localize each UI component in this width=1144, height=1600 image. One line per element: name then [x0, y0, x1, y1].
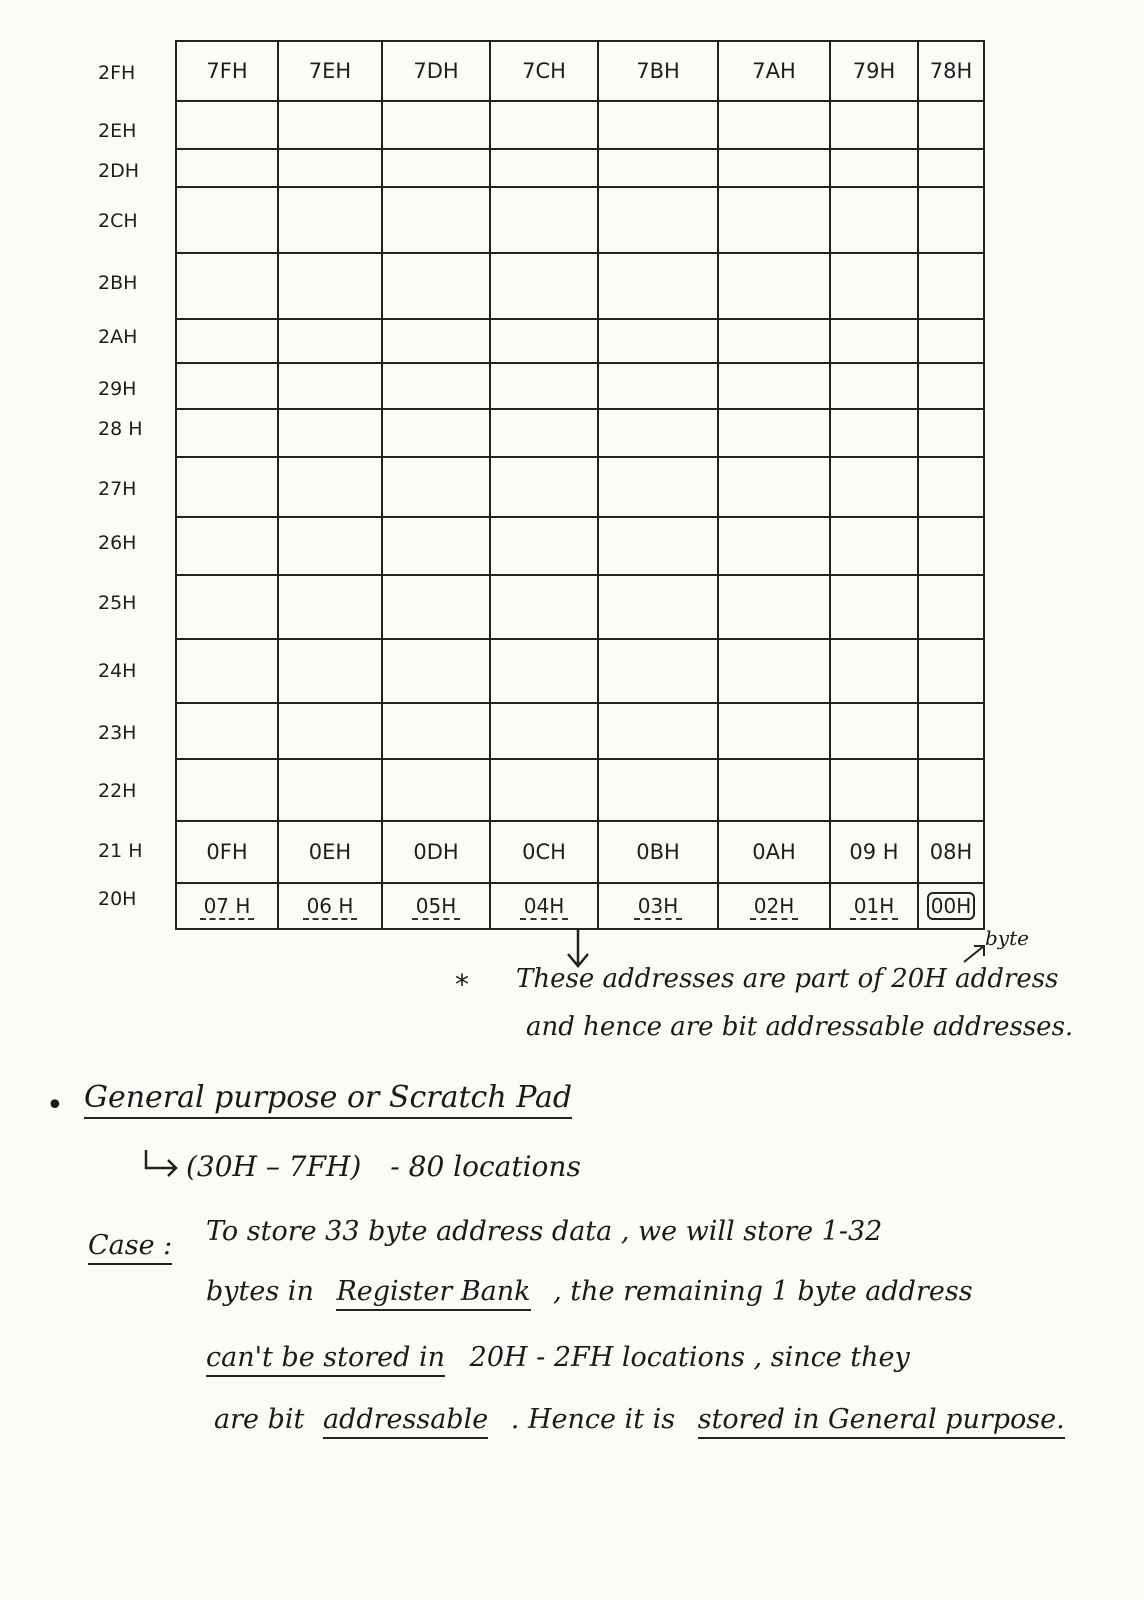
case-line-2b: Register Bank — [336, 1276, 530, 1311]
grid-row-22h — [176, 759, 984, 821]
row-label-24h: 24H — [98, 660, 137, 682]
grid-row-20h — [176, 883, 984, 929]
row-label-2eh: 2EH — [98, 120, 137, 142]
grid-row-27h — [176, 457, 984, 517]
grid-row-29h — [176, 363, 984, 409]
grid-row-2ch — [176, 187, 984, 253]
case-line-4b: addressable — [323, 1404, 488, 1439]
grid-row-24h — [176, 639, 984, 703]
bit-cell — [490, 883, 598, 929]
case-line-4d: stored in General purpose. — [698, 1404, 1065, 1439]
row-label-26h: 26H — [98, 532, 137, 554]
bit-cell-label: 02H — [750, 894, 799, 920]
byte-label: byte — [985, 926, 1029, 950]
row-label-2ah: 2AH — [98, 326, 138, 348]
case-line-2a: bytes in — [206, 1276, 314, 1307]
bit-cell — [718, 883, 830, 929]
grid-row-2fh — [176, 41, 984, 101]
grid-row-2eh — [176, 101, 984, 149]
row-label-25h: 25H — [98, 592, 137, 614]
grid-row-2bh — [176, 253, 984, 319]
bit-cell: 09 H — [830, 821, 918, 883]
bit-cell — [382, 883, 490, 929]
bit-cell — [278, 883, 382, 929]
row-label-29h: 29H — [98, 378, 137, 400]
grid-row-26h — [176, 517, 984, 575]
star-mark: * — [455, 968, 469, 1001]
row-label-23h: 23H — [98, 722, 137, 744]
bullet: • — [46, 1088, 64, 1123]
bit-cell: 78H — [918, 41, 984, 101]
row-label-27h: 27H — [98, 478, 137, 500]
case-line-3b: 20H - 2FH locations , since they — [469, 1342, 910, 1373]
bit-cell — [918, 883, 984, 929]
grid-row-2ah — [176, 319, 984, 363]
row-label-22h: 22H — [98, 780, 137, 802]
bit-cell: 7FH — [176, 41, 278, 101]
case-line-4a: are bit — [214, 1404, 305, 1435]
row-label-20h: 20H — [98, 888, 137, 910]
case-line-4c: . Hence it is — [510, 1404, 676, 1435]
row-label-21h: 21 H — [98, 840, 143, 862]
bit-cell: 08H — [918, 821, 984, 883]
row-label-2dh: 2DH — [98, 160, 140, 182]
row-label-2ch: 2CH — [98, 210, 138, 232]
bit-cell — [176, 883, 278, 929]
bit-cell: 7BH — [598, 41, 718, 101]
row-label-2fh: 2FH — [98, 62, 136, 84]
bit-cell: 0CH — [490, 821, 598, 883]
bit-cell: 0AH — [718, 821, 830, 883]
row-label-28h: 28 H — [98, 418, 143, 440]
bit-cell: 0FH — [176, 821, 278, 883]
bit-cell: 0BH — [598, 821, 718, 883]
case-label: Case : — [88, 1230, 172, 1265]
range-text: (30H – 7FH) — [186, 1150, 362, 1183]
bit-cell: 0DH — [382, 821, 490, 883]
bit-cell-label: 00H — [927, 892, 976, 920]
bit-cell-label: 05H — [412, 894, 461, 920]
bit-cell — [598, 883, 718, 929]
grid-row-23h — [176, 703, 984, 759]
bit-cell: 7CH — [490, 41, 598, 101]
bit-cell-label: 03H — [634, 894, 683, 920]
grid-row-2dh — [176, 149, 984, 187]
bit-cell: 7EH — [278, 41, 382, 101]
section-heading: General purpose or Scratch Pad — [84, 1080, 572, 1119]
range-suffix: - 80 locations — [390, 1150, 581, 1183]
bit-cell: 0EH — [278, 821, 382, 883]
bit-cell: 79H — [830, 41, 918, 101]
bit-cell-label: 01H — [850, 894, 899, 920]
case-line-3a: can't be stored in — [206, 1342, 445, 1377]
annotation-line-1: These addresses are part of 20H address — [516, 964, 1059, 994]
grid-row-28h — [176, 409, 984, 457]
case-line-1: To store 33 byte address data , we will store 1-32 — [206, 1216, 883, 1247]
row-label-2bh: 2BH — [98, 272, 138, 294]
bit-cell: 7DH — [382, 41, 490, 101]
bit-cell — [830, 883, 918, 929]
bit-cell: 7AH — [718, 41, 830, 101]
bit-cell-label: 07 H — [200, 894, 255, 920]
bit-address-grid — [175, 40, 985, 930]
return-arrow-icon — [140, 1146, 184, 1180]
bit-cell-label: 04H — [520, 894, 569, 920]
grid-row-25h — [176, 575, 984, 639]
bit-cell-label: 06 H — [303, 894, 358, 920]
case-line-2c: , the remaining 1 byte address — [553, 1276, 973, 1307]
annotation-line-2: and hence are bit addressable addresses. — [526, 1012, 1074, 1042]
grid-row-21h — [176, 821, 984, 883]
